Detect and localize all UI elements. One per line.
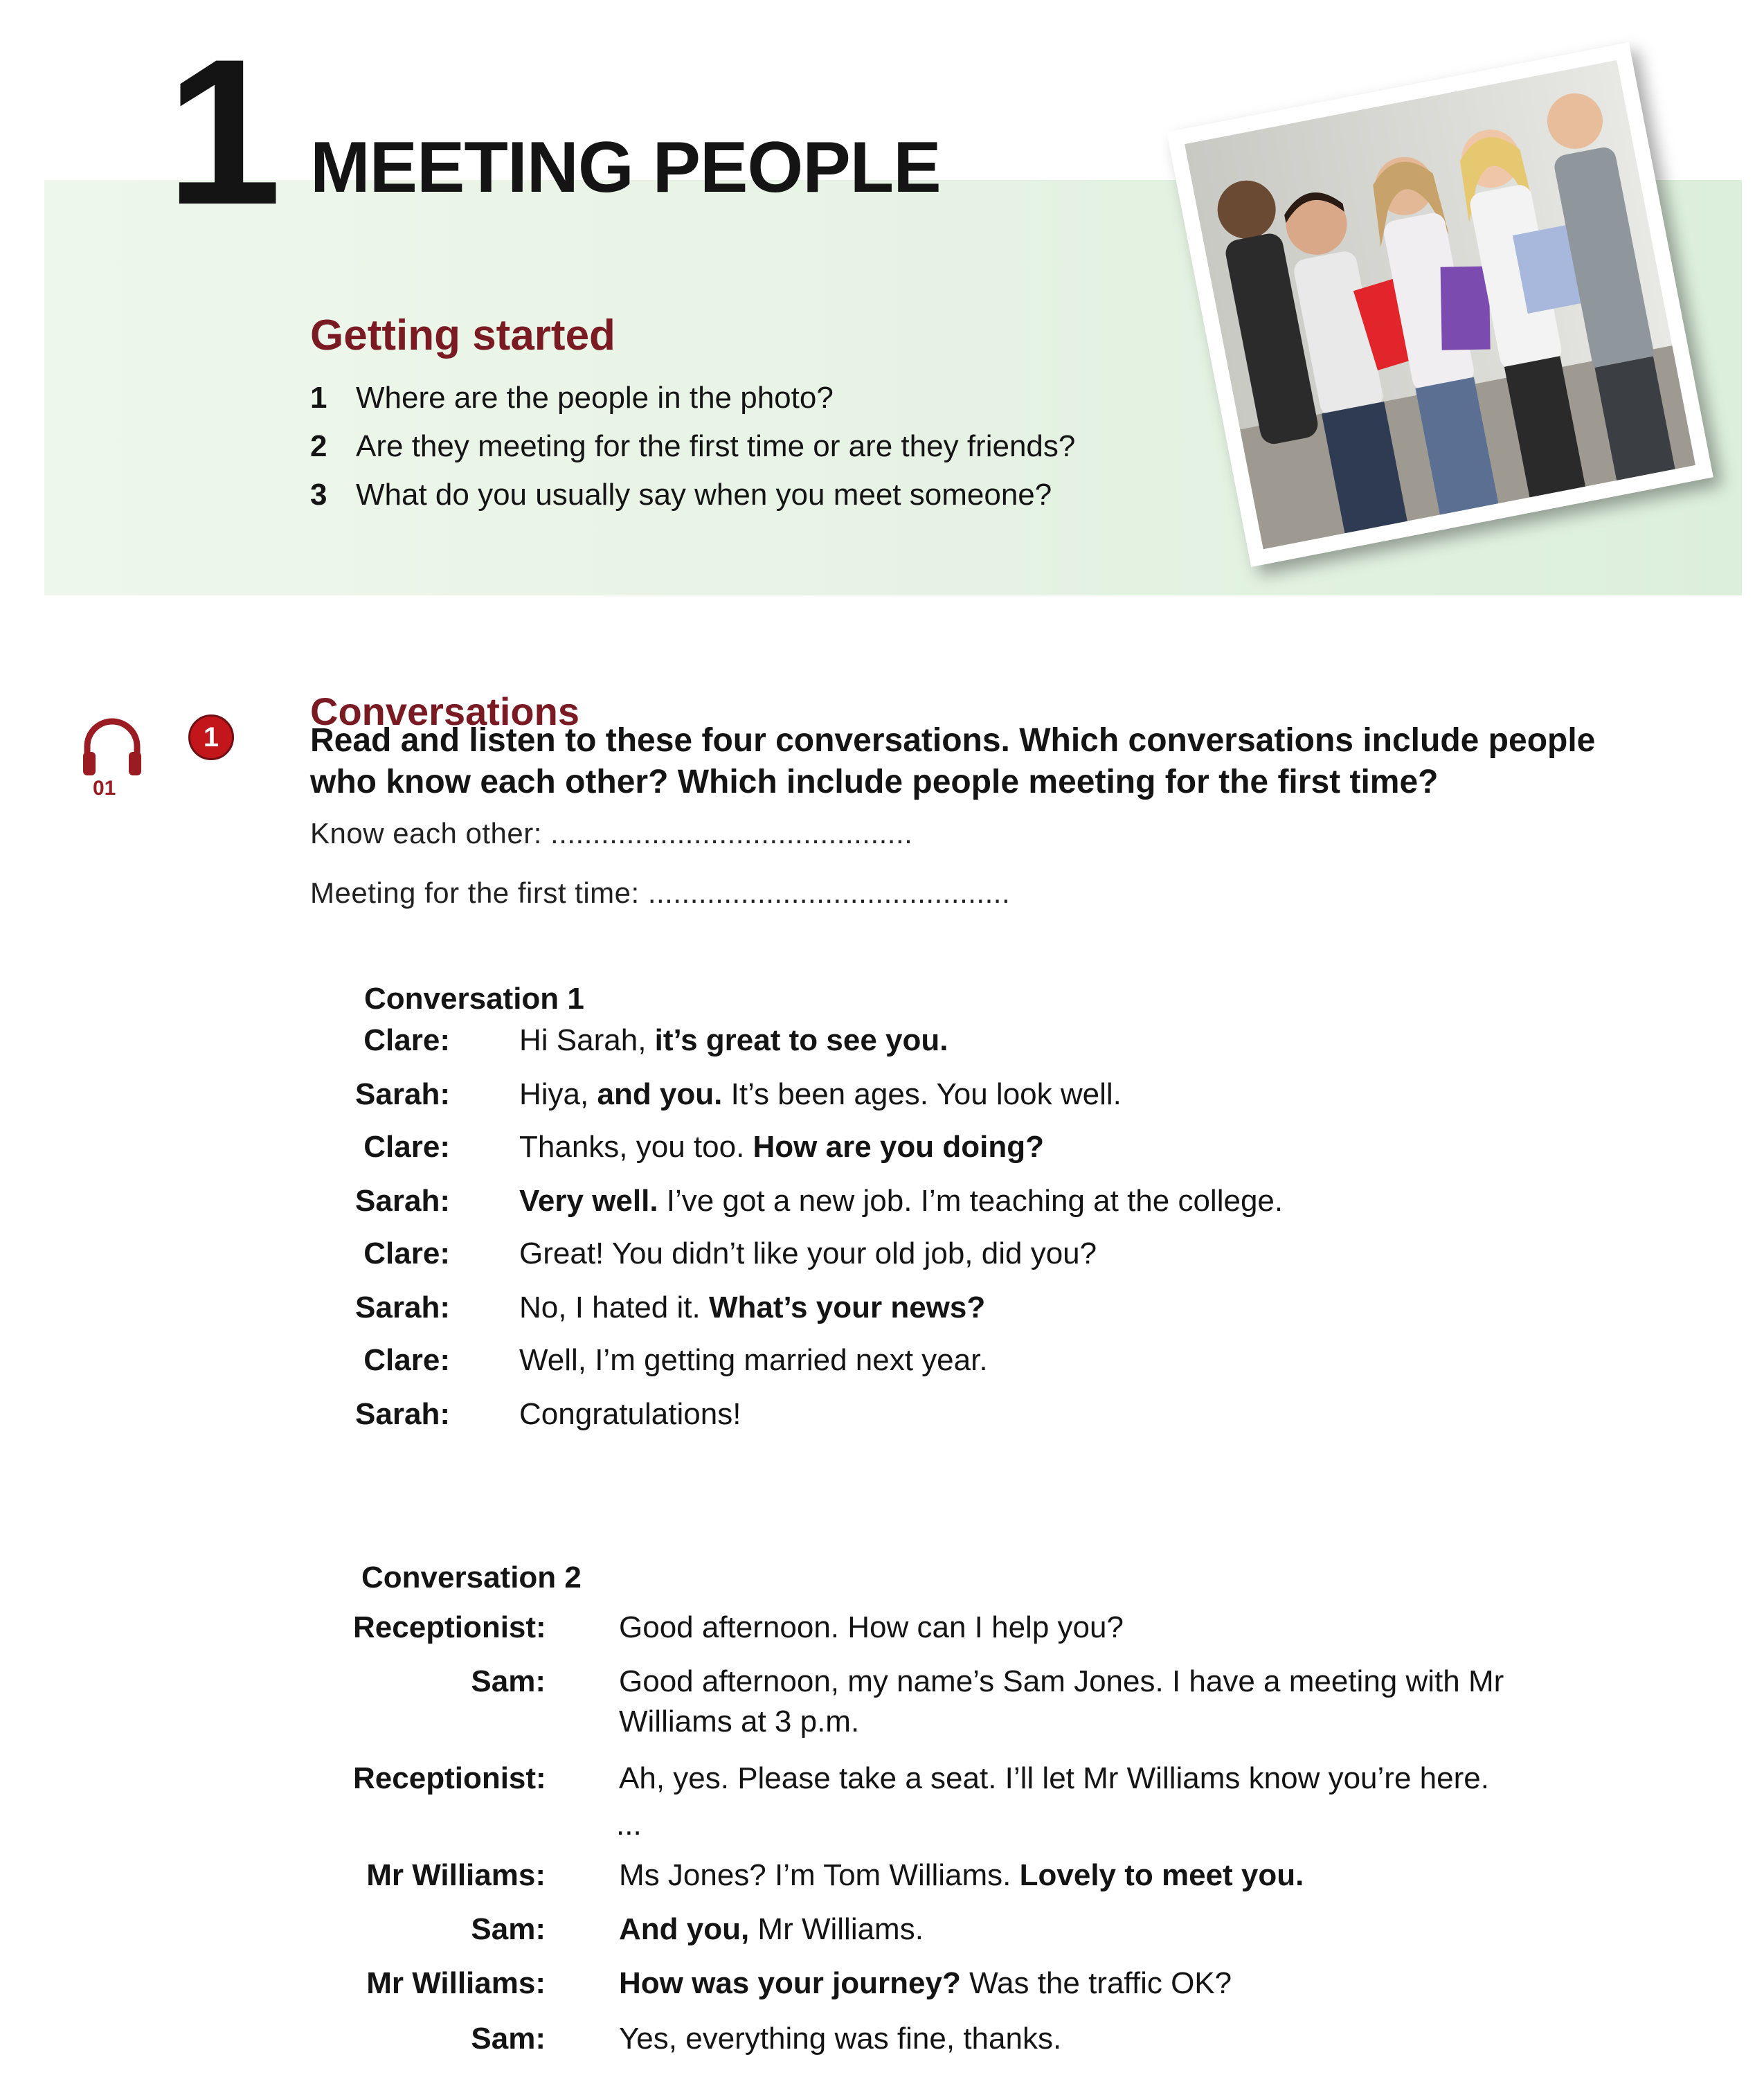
exercise-instruction: Read and listen to these four conversations. Which conversations include people who know each other? Which include people meeting for the first time? [310, 722, 1596, 800]
unit-title: MEETING PEOPLE [310, 127, 941, 208]
speaker-name: Clare: [363, 1343, 450, 1377]
speaker-name: Receptionist: [353, 1761, 546, 1795]
question-text: Where are the people in the photo? [356, 381, 834, 415]
question-item [310, 374, 1075, 422]
speaker-name: Sarah: [355, 1397, 450, 1431]
question-item [310, 422, 1075, 471]
question-item [310, 471, 1075, 519]
dialogue-text [619, 1855, 1560, 1896]
question-number: 1 [310, 381, 327, 415]
dialogue-segment: Good afternoon. How can I help you? [619, 1610, 1124, 1644]
dialogue-segment: Thanks, you too. [519, 1130, 753, 1164]
dialogue-text [519, 1181, 1627, 1221]
dialogue-line [353, 1340, 1627, 1381]
speaker-name: Mr Williams: [366, 1858, 546, 1892]
key-phrase: it’s great to see you. [654, 1023, 948, 1057]
dialogue-segment: It’s been ages. You look well. [722, 1077, 1122, 1111]
group-photo [1167, 42, 1713, 567]
conversation-continuation: ... [616, 1808, 642, 1842]
speaker-name: Receptionist: [353, 1610, 546, 1644]
key-phrase: How are you doing? [753, 1130, 1044, 1164]
photo-illustration [1185, 60, 1695, 549]
dialogue-line [353, 1075, 1627, 1115]
speaker-name: Clare: [363, 1130, 450, 1164]
dialogue-text [519, 1127, 1627, 1167]
dialogue-segment: Hiya, [519, 1077, 597, 1111]
dialogue-segment: Congratulations! [519, 1397, 741, 1431]
speaker-name: Sam: [471, 2022, 546, 2056]
dialogue-text [619, 1963, 1560, 2004]
conversation-2-title: Conversation 2 [361, 1561, 582, 1594]
dialogue-segment: Hi Sarah, [519, 1023, 655, 1057]
dialogue-line [353, 1759, 1560, 1799]
exercise-number-badge: 1 [188, 714, 234, 760]
speaker-name: Sam: [471, 1664, 546, 1698]
dialogue-line [353, 1234, 1627, 1274]
dialogue-line [353, 1020, 1627, 1061]
dialogue-segment: Mr Williams. [749, 1912, 924, 1946]
key-phrase: and you. [597, 1077, 723, 1111]
dialogue-text [619, 1662, 1560, 1742]
dialogue-text [519, 1020, 1627, 1061]
getting-started-heading: Getting started [310, 312, 615, 359]
dialogue-text [519, 1394, 1627, 1435]
dialogue-line [353, 1909, 1560, 1950]
dialogue-line [353, 1288, 1627, 1328]
answer-dots: ........................................... [647, 876, 1011, 909]
key-phrase: How was your journey? [619, 1966, 961, 2000]
dialogue-segment: Good afternoon, my name’s Sam Jones. I have a meeting with Mr Williams at 3 p.m. [619, 1664, 1504, 1738]
dialogue-line [353, 1127, 1627, 1167]
dialogue-segment: Ms Jones? I’m Tom Williams. [619, 1858, 1020, 1892]
question-number: 2 [310, 429, 327, 463]
dialogue-text [519, 1288, 1627, 1328]
dialogue-segment: No, I hated it. [519, 1291, 709, 1324]
dialogue-line [353, 2019, 1560, 2059]
dialogue-segment: Was the traffic OK? [960, 1966, 1232, 2000]
speaker-name: Mr Williams: [366, 1966, 546, 2000]
speaker-name: Sarah: [355, 1184, 450, 1218]
dialogue-segment: I’ve got a new job. I’m teaching at the college. [658, 1184, 1284, 1218]
answer-first-time[interactable] [310, 876, 1010, 910]
dialogue-line [353, 1662, 1560, 1742]
dialogue-line [353, 1855, 1560, 1896]
answer-know-each-other[interactable] [310, 817, 912, 850]
key-phrase: Very well. [519, 1184, 658, 1218]
dialogue-line [353, 1963, 1560, 2004]
conversation-1-title: Conversation 1 [364, 982, 584, 1016]
dialogue-line [353, 1394, 1627, 1435]
dialogue-line [353, 1181, 1627, 1221]
speaker-name: Clare: [363, 1023, 450, 1057]
audio-track-number: 01 [93, 777, 116, 800]
key-phrase: And you, [619, 1912, 750, 1946]
unit-number: 1 [166, 15, 275, 248]
dialogue-text [619, 2019, 1560, 2059]
key-phrase: What’s your news? [708, 1291, 986, 1324]
getting-started-questions [310, 374, 1075, 519]
dialogue-text [619, 1909, 1560, 1950]
dialogue-segment: Yes, everything was fine, thanks. [619, 2022, 1062, 2056]
question-text: Are they meeting for the first time or are they friends? [356, 429, 1076, 463]
dialogue-segment: Great! You didn’t like your old job, did you? [519, 1237, 1097, 1270]
speaker-name: Sarah: [355, 1077, 450, 1111]
speaker-name: Sam: [471, 1912, 546, 1946]
dialogue-text [619, 1759, 1560, 1799]
speaker-name: Sarah: [355, 1291, 450, 1324]
speaker-name: Clare: [363, 1237, 450, 1270]
question-number: 3 [310, 478, 327, 512]
answer-label: Meeting for the first time: [310, 876, 640, 909]
answer-label: Know each other: [310, 817, 542, 849]
dialogue-line [353, 1608, 1560, 1648]
dialogue-text [519, 1075, 1627, 1115]
answer-dots: ........................................... [550, 817, 913, 849]
dialogue-segment: Ah, yes. Please take a seat. I’ll let Mr Williams know you’re here. [619, 1761, 1489, 1795]
dialogue-text [519, 1234, 1627, 1274]
key-phrase: Lovely to meet you. [1019, 1858, 1304, 1892]
dialogue-text [619, 1608, 1560, 1648]
dialogue-text [519, 1340, 1627, 1381]
conversations-heading: Conversations [310, 690, 579, 733]
dialogue-segment: Well, I’m getting married next year. [519, 1343, 988, 1377]
question-text: What do you usually say when you meet someone? [356, 478, 1052, 512]
